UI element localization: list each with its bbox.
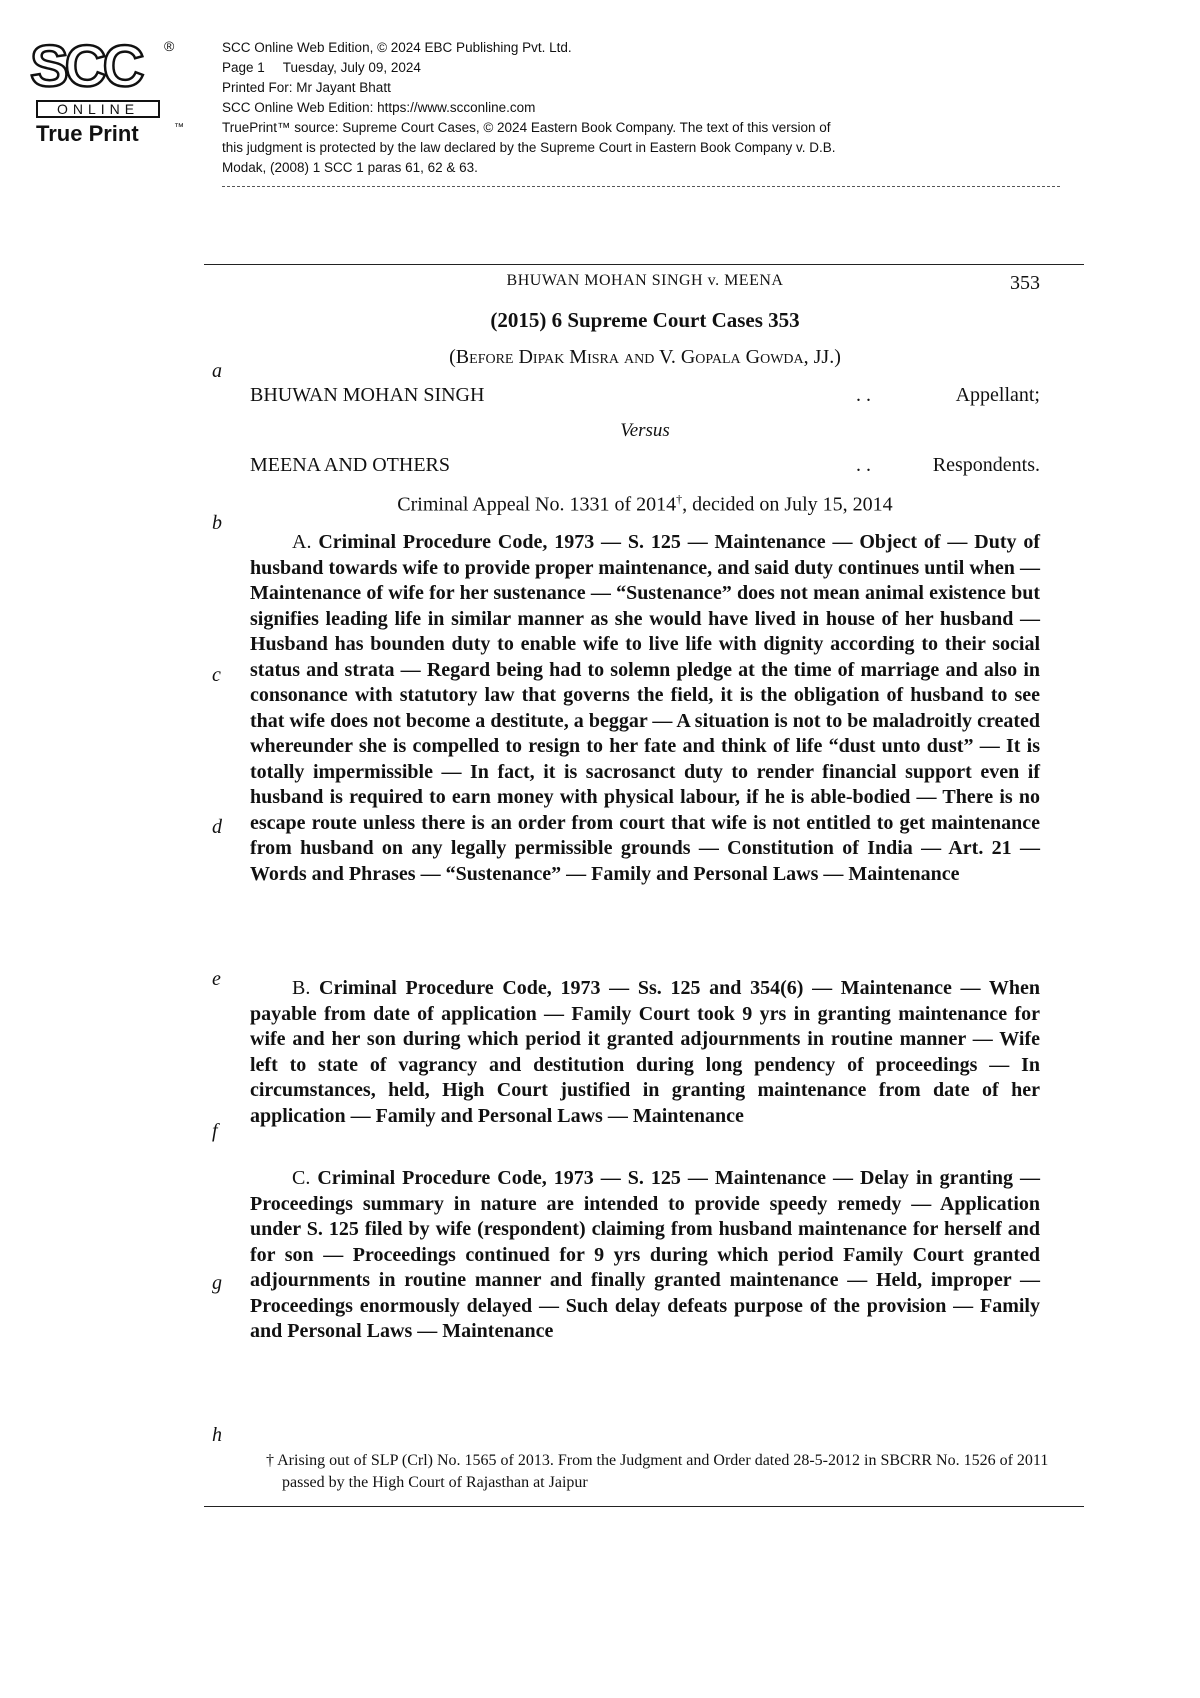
margin-letter-f: f — [212, 1120, 218, 1142]
headnote-a — [250, 530, 1040, 887]
footnote: † Arising out of SLP (Crl) No. 1565 of 2013. From the Judgment and Order dated 28-5-2012 in SBCRR No. 1526 of 2011 passed by the High Court of Rajasthan at Jaipur — [266, 1452, 1049, 1491]
margin-letter-e: e — [212, 968, 221, 990]
margin-letter-b: b — [212, 512, 222, 534]
scc-online-logo — [30, 34, 184, 148]
page-label: Page 1 — [222, 60, 265, 75]
print-date: Tuesday, July 09, 2024 — [282, 60, 421, 75]
bench-close-paren: ) — [834, 346, 841, 368]
bench-open-paren: ( — [449, 346, 456, 368]
logo-scc-text: SCC — [30, 34, 141, 99]
case-footnote-mark: † — [676, 492, 683, 506]
margin-letter-h: h — [212, 1424, 222, 1446]
logo-true-print-text: True Print — [36, 121, 139, 146]
appellant-name: BHUWAN MOHAN SINGH — [250, 384, 485, 406]
running-title: BHUWAN MOHAN SINGH v. MEENA — [506, 272, 784, 289]
respondent-row — [250, 454, 1040, 480]
print-header — [222, 38, 1082, 178]
headnote-a-text: Criminal Procedure Code, 1973 — S. 125 — Maintenance — Object of — Duty of husband towards wife to provide proper maintenance, and said duty continues until when — Maintenance of wife for her sustenance — “Sustenance” does not mean animal existence but signifies leading life in similar manner as she would have lived in house of her husband — Husband has bounden duty to enable wife to live life with dignity according to their social status and strata — Regard being had to solemn pledge at the time of marriage and also in consonance with statutory law that governs the field, it is the obligation of husband to see that wife does not become a destitute, a beggar — A situation is not to be maladroitly created whereunder she is compelled to resign to her fate and think of life “dust unto dust” — It is totally impermissible — In fact, it is sacrosanct duty to render financial support even if husband is required to earn money with physical labour, if he is able-bodied — There is no escape route unless there is an order from court that wife is not entitled to get maintenance from husband on any legally permissible grounds — Constitution of India — Art. 21 — Words and Phrases — “Sustenance” — Family and Personal Laws — Maintenance — [250, 531, 1041, 885]
headnote-c-label: C. — [292, 1167, 311, 1189]
logo-online-text: ONLINE — [36, 100, 160, 118]
margin-letter-c: c — [212, 664, 221, 686]
bottom-rule — [204, 1506, 1084, 1507]
respondent-role: Respondents. — [932, 454, 1040, 476]
logo-registered-mark: ® — [164, 38, 175, 54]
headnote-b — [250, 976, 1040, 1129]
page-date-line — [222, 58, 1082, 78]
running-head — [250, 272, 1040, 296]
respondent-dots: . . — [856, 454, 871, 476]
copyright-line: SCC Online Web Edition, © 2024 EBC Publishing Pvt. Ltd. — [222, 40, 572, 55]
case-citation: (2015) 6 Supreme Court Cases 353 — [490, 308, 800, 332]
headnote-c-text: Criminal Procedure Code, 1973 — S. 125 — Maintenance — Delay in granting — Proceedings summary in nature are intended to provide speedy remedy — Application under S. 125 filed by wife (respondent) claiming from husband maintenance for herself and for son — Proceedings continued for 9 yrs during which period Family Court granted adjournments in routine manner and finally granted maintenance — Held, improper — Proceedings enormously delayed — Such delay defeats purpose of the provision — Family and Personal Laws — Maintenance — [250, 1167, 1040, 1342]
logo-trademark: ™ — [174, 122, 184, 133]
headnote-c — [250, 1166, 1040, 1345]
appellant-row — [250, 384, 1040, 410]
bench — [250, 346, 1040, 369]
bench-judges: Before Dipak Misra and V. Gopala Gowda, JJ. — [455, 346, 835, 368]
decision-date: , decided on July 15, 2014 — [682, 493, 893, 516]
headnote-a-label: A. — [292, 531, 312, 553]
web-edition-line: SCC Online Web Edition: https://www.scconline.com — [222, 100, 536, 115]
header-dotted-divider — [222, 186, 1060, 187]
source-line-2: this judgment is protected by the law declared by the Supreme Court in Eastern Book Company v. D.B. — [222, 140, 836, 155]
respondent-name: MEENA AND OTHERS — [250, 454, 451, 476]
margin-letter-g: g — [212, 1272, 222, 1294]
margin-letter-a: a — [212, 360, 222, 382]
source-line-3: Modak, (2008) 1 SCC 1 paras 61, 62 & 63. — [222, 160, 478, 175]
top-rule — [204, 264, 1084, 265]
headnote-b-text: Criminal Procedure Code, 1973 — Ss. 125 and 354(6) — Maintenance — When payable from date of application — Family Court took 9 yrs in granting maintenance for wife and her son during which period it granted adjournments in routine manner — Wife left to state of vagrancy and destitution during long pendency of proceedings — In circumstances, held, High Court justified in granting maintenance from date of her application — Family and Personal Laws — Maintenance — [250, 977, 1041, 1127]
case-info — [250, 492, 1040, 517]
margin-letter-d: d — [212, 816, 222, 838]
versus: Versus — [620, 420, 670, 441]
appellant-role: Appellant; — [955, 384, 1040, 406]
source-line-1: TruePrint™ source: Supreme Court Cases, © 2024 Eastern Book Company. The text of this version of — [222, 120, 831, 135]
page-number: 353 — [1010, 272, 1040, 294]
appellant-dots: . . — [856, 384, 871, 406]
case-number: Criminal Appeal No. 1331 of 2014 — [397, 493, 677, 516]
headnote-b-label: B. — [292, 977, 311, 999]
printed-for-line: Printed For: Mr Jayant Bhatt — [222, 80, 391, 95]
